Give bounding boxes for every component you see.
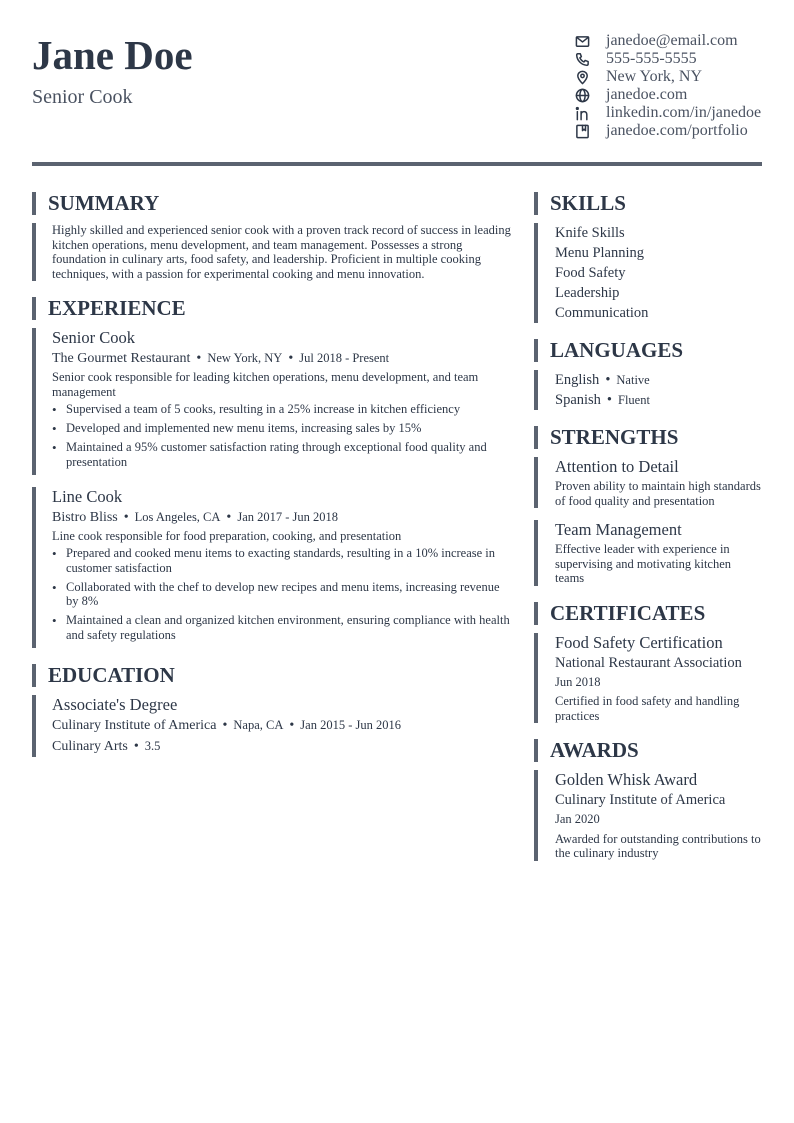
contact-linkedin-text: linkedin.com/in/janedoe <box>606 104 762 121</box>
education-field: Culinary Arts <box>52 738 128 754</box>
job-bullet: • Prepared and cooked menu items to exacting standards, resulting in a 10% increase in customer satisfaction <box>52 546 512 575</box>
languages-section <box>534 339 762 410</box>
experience-section <box>32 297 512 648</box>
contact-linkedin[interactable] <box>574 104 762 122</box>
globe-icon <box>574 87 590 103</box>
location-pin-icon <box>574 69 590 85</box>
strength-name: Team Management <box>555 520 682 539</box>
education-section <box>32 664 512 757</box>
award-entry <box>534 770 762 861</box>
summary-text: Highly skilled and experienced senior cook with a proven track record of success in leading kitchen operations, menu development, and team management. Possesses a strong foundation in culinary arts, food safety, and leadership. Proficient in multiple cooking techniques, with a passion for experimental cooking and menu innovation. <box>32 223 512 281</box>
experience-heading: EXPERIENCE <box>32 297 512 320</box>
job-location: New York, NY <box>207 351 283 365</box>
job-bullet: • Developed and implemented new menu items, increasing sales by 15% <box>52 421 512 436</box>
mail-icon <box>574 33 590 49</box>
skill-item: Knife Skills <box>555 225 625 241</box>
contact-portfolio-text: janedoe.com/portfolio <box>606 122 748 139</box>
certificate-date: Jun 2018 <box>555 674 601 689</box>
contact-website[interactable] <box>574 86 762 104</box>
summary-heading: SUMMARY <box>32 192 512 215</box>
certificate-entry <box>534 633 762 724</box>
skill-item: Food Safety <box>555 265 626 281</box>
contact-phone-text: 555-555-5555 <box>606 50 697 67</box>
left-column <box>32 192 512 757</box>
strength-name: Attention to Detail <box>555 457 679 476</box>
certificate-name: Food Safety Certification <box>555 632 723 652</box>
certificates-heading: CERTIFICATES <box>534 602 762 625</box>
skills-heading: SKILLS <box>534 192 762 215</box>
job-bullet: • Maintained a 95% customer satisfaction rating through exceptional food quality and presentation <box>52 440 512 469</box>
education-entry <box>32 695 512 757</box>
right-column <box>534 192 762 861</box>
skills-section <box>534 192 762 323</box>
contact-phone[interactable] <box>574 50 762 68</box>
job-description: Line cook responsible for food preparation, cooking, and presentation <box>52 528 402 543</box>
job-entry <box>32 328 512 475</box>
education-field-line: Culinary Arts • 3.5 <box>52 738 161 754</box>
skill-item: Leadership <box>555 285 620 301</box>
languages-heading: LANGUAGES <box>534 339 762 362</box>
award-name: Golden Whisk Award <box>555 770 698 789</box>
job-dates: Jan 2017 - Jun 2018 <box>237 509 339 524</box>
education-degree: Associate's Degree <box>52 694 178 714</box>
resume-page <box>32 0 762 860</box>
education-location: Napa, CA <box>233 717 284 732</box>
job-description: Senior cook responsible for leading kitchen operations, menu development, and team management <box>52 370 479 399</box>
contact-portfolio[interactable] <box>574 122 762 140</box>
job-company: The Gourmet Restaurant <box>52 351 191 366</box>
education-dates: Jan 2015 - Jun 2016 <box>300 717 401 732</box>
education-meta: Culinary Institute of America • Napa, CA • Jan 2015 - Jun 2016 <box>52 717 401 733</box>
award-description: Awarded for outstanding contributions to the culinary industry <box>555 831 761 860</box>
candidate-title: Senior Cook <box>32 86 133 108</box>
job-role: Senior Cook <box>52 328 135 347</box>
languages-list <box>534 370 762 410</box>
language-level: Fluent <box>618 393 650 407</box>
skill-item: Menu Planning <box>555 245 645 261</box>
job-dates: Jul 2018 - Present <box>299 351 390 365</box>
language-item: English • Native <box>555 372 650 388</box>
summary-section <box>32 192 512 281</box>
resume-header <box>32 0 762 166</box>
strength-description: Proven ability to maintain high standards of food quality and presentation <box>555 479 761 508</box>
strength-description: Effective leader with experience in supervising and motivating kitchen teams <box>555 542 732 585</box>
language-level: Native <box>616 373 650 387</box>
contact-list <box>574 32 762 140</box>
language-item: Spanish • Fluent <box>555 392 650 408</box>
contact-email-text: janedoe@email.com <box>606 32 738 49</box>
contact-location <box>574 68 762 86</box>
job-entry <box>32 487 512 648</box>
strengths-section <box>534 426 762 586</box>
job-bullet: • Maintained a clean and organized kitchen environment, ensuring compliance with health and safety regulations <box>52 613 512 642</box>
education-school: Culinary Institute of America <box>52 717 217 733</box>
language-name: Spanish <box>555 392 601 408</box>
contact-location-text: New York, NY <box>606 68 703 85</box>
job-role: Line Cook <box>52 486 123 506</box>
skill-item: Communication <box>555 305 649 321</box>
job-bullet: • Supervised a team of 5 cooks, resulting in a 25% increase in kitchen efficiency <box>52 402 512 417</box>
job-bullets <box>52 402 512 469</box>
candidate-name: Jane Doe <box>32 32 193 78</box>
language-name: English <box>555 372 600 388</box>
job-meta: The Gourmet Restaurant • New York, NY • Jul 2018 - Present <box>52 351 390 366</box>
linkedin-icon <box>574 105 590 121</box>
education-gpa: 3.5 <box>144 738 161 753</box>
certificate-issuer: National Restaurant Association <box>555 654 742 671</box>
education-heading: EDUCATION <box>32 664 512 687</box>
award-issuer: Culinary Institute of America <box>555 792 726 808</box>
job-location: Los Angeles, CA <box>134 509 221 524</box>
job-bullets <box>52 546 512 642</box>
bookmark-icon <box>574 123 590 139</box>
job-meta: Bistro Bliss • Los Angeles, CA • Jan 2017 - Jun 2018 <box>52 509 339 525</box>
job-bullet: • Collaborated with the chef to develop new recipes and menu items, increasing revenue by 8% <box>52 580 512 609</box>
awards-section <box>534 739 762 861</box>
certificate-description: Certified in food safety and handling practices <box>555 694 740 723</box>
award-date: Jan 2020 <box>555 812 600 826</box>
skills-list <box>534 223 762 323</box>
job-company: Bistro Bliss <box>52 509 118 525</box>
contact-website-text: janedoe.com <box>606 86 688 103</box>
certificates-section <box>534 602 762 724</box>
awards-heading: AWARDS <box>534 739 762 762</box>
strength-entry <box>534 457 762 508</box>
strength-entry <box>534 520 762 586</box>
phone-icon <box>574 51 590 67</box>
strengths-heading: STRENGTHS <box>534 426 762 449</box>
contact-email[interactable] <box>574 32 762 50</box>
